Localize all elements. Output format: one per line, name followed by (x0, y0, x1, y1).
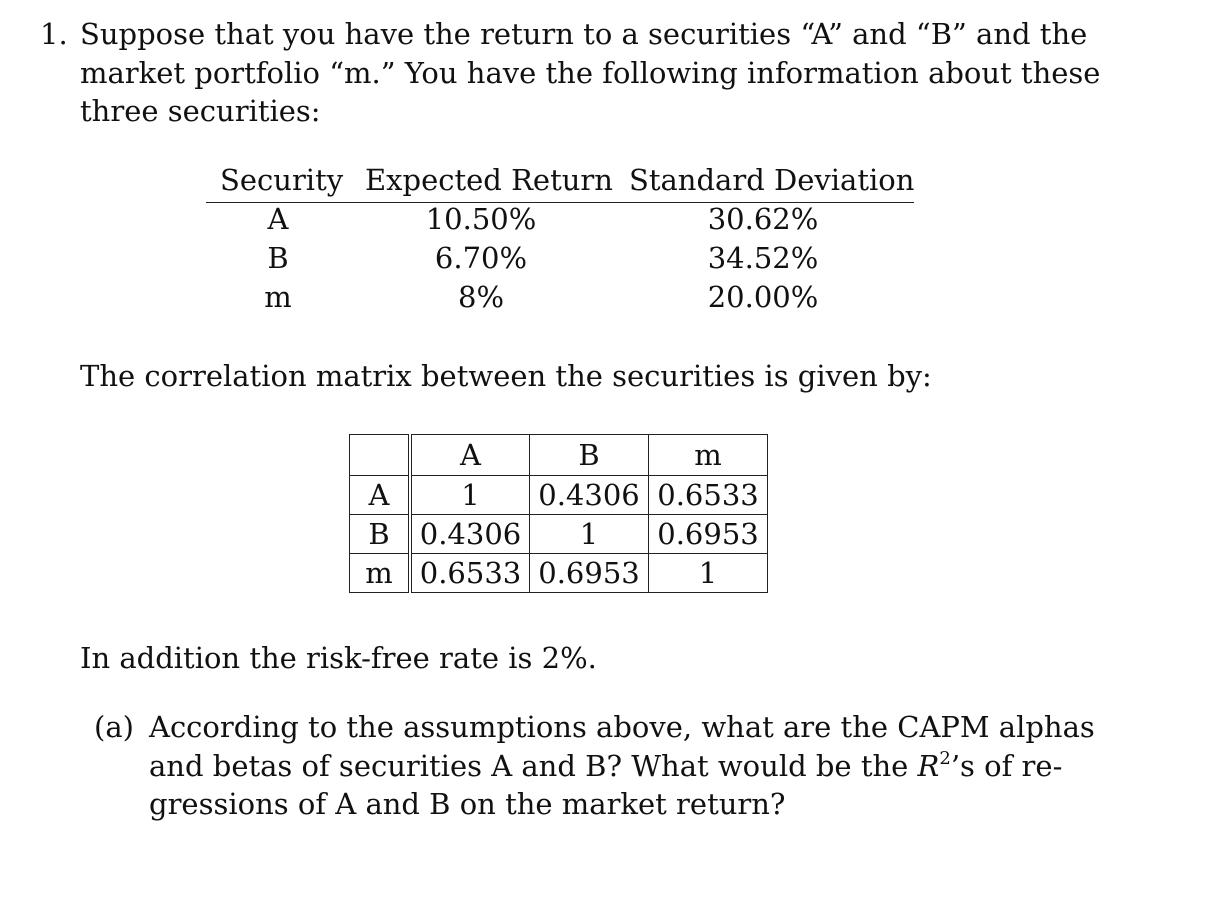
correlation-intro-text: The correlation matrix between the securities is given by: (80, 359, 932, 393)
matrix-corner-cell (350, 435, 411, 476)
matrix-cell: 1 (410, 476, 530, 515)
r-squared-exponent: 2 (939, 748, 951, 769)
row-a-security: A (267, 202, 289, 236)
question-number: 1. (40, 17, 68, 51)
matrix-cell: 0.6533 (410, 554, 530, 593)
matrix-cell: 1 (530, 515, 649, 554)
row-b-security: B (267, 241, 289, 275)
securities-table (206, 160, 914, 320)
row-b-std-dev: 34.52% (707, 241, 819, 275)
r-squared-variable: R (917, 749, 940, 783)
row-m-std-dev: 20.00% (707, 280, 819, 314)
matrix-col-header: A (410, 435, 530, 476)
matrix-cell: 0.6953 (649, 515, 768, 554)
matrix-cell: 0.6533 (649, 476, 768, 515)
risk-free-rate-text: In addition the risk-free rate is 2%. (80, 641, 597, 675)
matrix-row (350, 515, 768, 554)
row-b-expected-return: 6.70% (434, 241, 528, 275)
question-text-line-3: three securities: (80, 94, 321, 128)
row-a-expected-return: 10.50% (425, 202, 537, 236)
question-text-line-1: Suppose that you have the return to a securities “A” and “B” and the (80, 17, 1088, 51)
correlation-matrix (349, 434, 768, 593)
part-a-label: (a) (94, 710, 134, 744)
matrix-cell: 0.4306 (530, 476, 649, 515)
question-text-line-2: market portfolio “m.” You have the following information about these (80, 56, 1101, 90)
matrix-col-header: B (530, 435, 649, 476)
row-m-security: m (264, 280, 292, 314)
header-standard-deviation: Standard Deviation (629, 163, 915, 197)
matrix-cell: 1 (649, 554, 768, 593)
matrix-row-label: B (350, 515, 411, 554)
header-security: Security (220, 163, 344, 197)
matrix-row-label: m (350, 554, 411, 593)
matrix-cell: 0.6953 (530, 554, 649, 593)
row-m-expected-return: 8% (457, 280, 505, 314)
part-a-line-2-start: and betas of securities A and B? What would be the (149, 749, 918, 783)
part-a-text-line-3: gressions of A and B on the market return? (149, 787, 786, 821)
matrix-row-label: A (350, 476, 411, 515)
part-a-line-2-end: ’s of re- (950, 749, 1063, 783)
part-a-text-line-1: According to the assumptions above, what are the CAPM alphas (149, 710, 1095, 744)
matrix-row (350, 554, 768, 593)
header-expected-return: Expected Return (365, 163, 613, 197)
matrix-cell: 0.4306 (410, 515, 530, 554)
matrix-header-row (350, 435, 768, 476)
part-a-text-line-2 (149, 747, 1062, 785)
matrix-col-header: m (649, 435, 768, 476)
row-a-std-dev: 30.62% (707, 202, 819, 236)
matrix-row (350, 476, 768, 515)
